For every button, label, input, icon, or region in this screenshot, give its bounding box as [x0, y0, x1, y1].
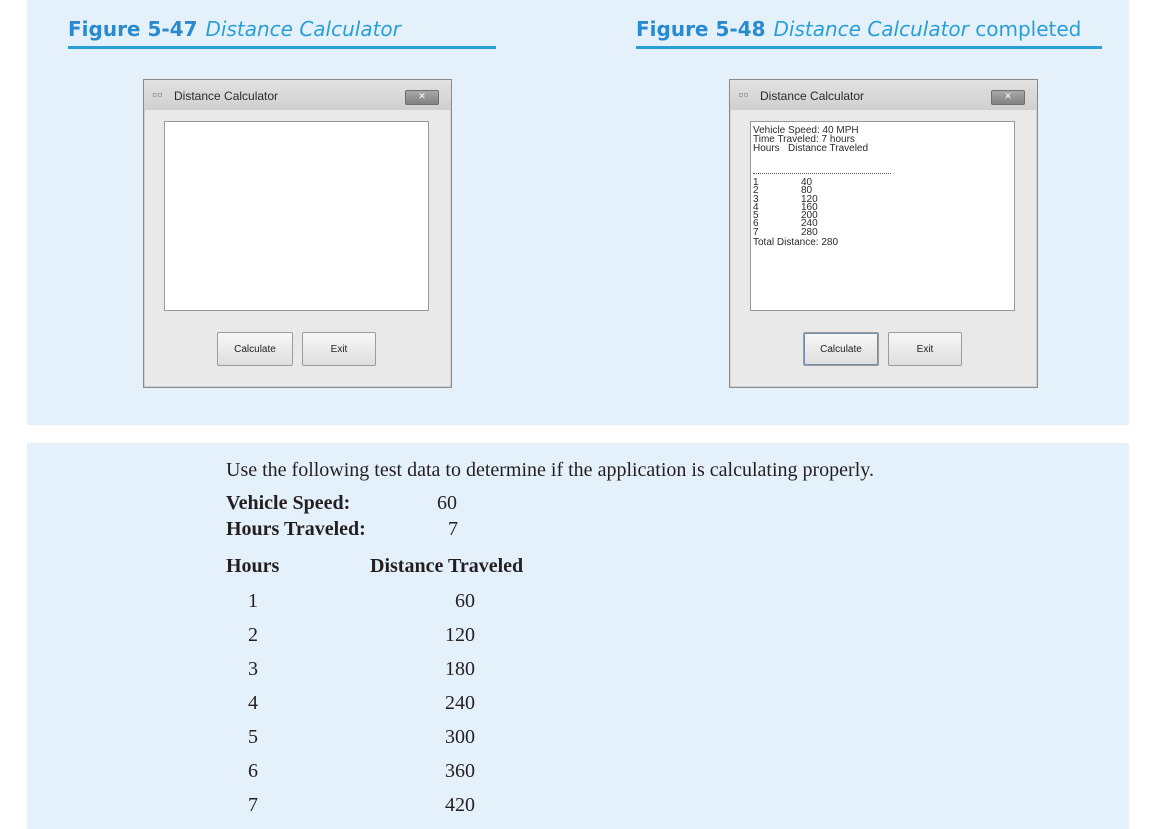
- close-button[interactable]: ✕: [991, 90, 1025, 105]
- window-titlebar[interactable]: [144, 80, 451, 110]
- hours-cell: 4: [753, 201, 759, 213]
- distance-cell: 60: [455, 590, 475, 612]
- distance-cell: 120: [445, 624, 475, 646]
- distance-column: [801, 179, 818, 237]
- close-button[interactable]: ✕: [405, 90, 439, 105]
- distance-cell: 240: [801, 218, 818, 230]
- test-data-intro: Use the following test data to determine if the application is calculating properly.: [226, 459, 874, 481]
- hours-cell: 6: [248, 760, 258, 782]
- exit-button[interactable]: Exit: [888, 332, 962, 366]
- output-listbox[interactable]: [164, 121, 429, 311]
- distance-cell: 420: [445, 794, 475, 816]
- hours-cell: 5: [753, 210, 759, 222]
- time-line: Time Traveled: 7 hours: [753, 134, 855, 145]
- exit-button[interactable]: Exit: [302, 332, 376, 366]
- hours-cell: 1: [753, 177, 759, 188]
- form-icon: ▫▫: [738, 90, 749, 100]
- figure-caption-5-47: [68, 16, 496, 49]
- figure-caption-5-48: [636, 16, 1102, 49]
- figure-title: Distance Calculator: [205, 17, 401, 41]
- hours-cell: 6: [753, 218, 759, 230]
- window-title: Distance Calculator: [174, 89, 279, 103]
- header-distance: Distance Traveled: [788, 143, 869, 154]
- hours-cell: 7: [248, 794, 258, 816]
- calculate-button[interactable]: Calculate: [803, 332, 879, 366]
- distance-cell: 280: [801, 226, 818, 238]
- distance-cell: 80: [801, 185, 813, 197]
- distance-cell: 160: [801, 201, 818, 213]
- distance-calculator-window-completed: [729, 79, 1038, 388]
- hours-traveled-value: 7: [448, 518, 458, 540]
- hours-cell: 3: [248, 658, 258, 680]
- distance-cell: 360: [445, 760, 475, 782]
- total-line: Total Distance: 280: [753, 237, 839, 248]
- window-title: Distance Calculator: [760, 89, 865, 103]
- hours-cell: 2: [753, 185, 759, 197]
- hours-cell: 7: [753, 226, 759, 238]
- calculate-button[interactable]: Calculate: [217, 332, 293, 366]
- header-hours: Hours: [753, 143, 780, 154]
- figure-number: Figure 5-48: [636, 17, 766, 41]
- distance-cell: 120: [801, 193, 818, 205]
- form-icon: ▫▫: [152, 90, 163, 100]
- figure-number: Figure 5-47: [68, 17, 198, 41]
- hours-cell: 3: [753, 193, 759, 205]
- hours-cell: 5: [248, 726, 258, 748]
- hours-cell: 2: [248, 624, 258, 646]
- distance-cell: 300: [445, 726, 475, 748]
- column-header-distance: Distance Traveled: [370, 555, 524, 577]
- column-header-hours: Hours: [226, 555, 280, 577]
- speed-line: Vehicle Speed: 40 MPH: [753, 125, 859, 136]
- output-listbox[interactable]: [750, 121, 1015, 311]
- distance-cell: 200: [801, 210, 818, 222]
- distance-cell: 240: [445, 692, 475, 714]
- test-data-panel: [27, 443, 1129, 829]
- figure-title: Distance Calculator: [773, 17, 969, 41]
- hours-cell: 1: [248, 590, 258, 612]
- hours-traveled-label: Hours Traveled:: [226, 518, 366, 540]
- distance-calculator-window-empty: [143, 79, 452, 388]
- divider-line: [753, 173, 891, 174]
- distance-cell: 180: [445, 658, 475, 680]
- speed-value: 60: [437, 492, 457, 514]
- hours-cell: 4: [248, 692, 258, 714]
- figure-title-suffix: completed: [968, 17, 1082, 41]
- distance-cell: 40: [801, 177, 813, 188]
- hours-column: [753, 179, 759, 237]
- window-titlebar[interactable]: [730, 80, 1037, 110]
- speed-label: Vehicle Speed:: [226, 492, 351, 514]
